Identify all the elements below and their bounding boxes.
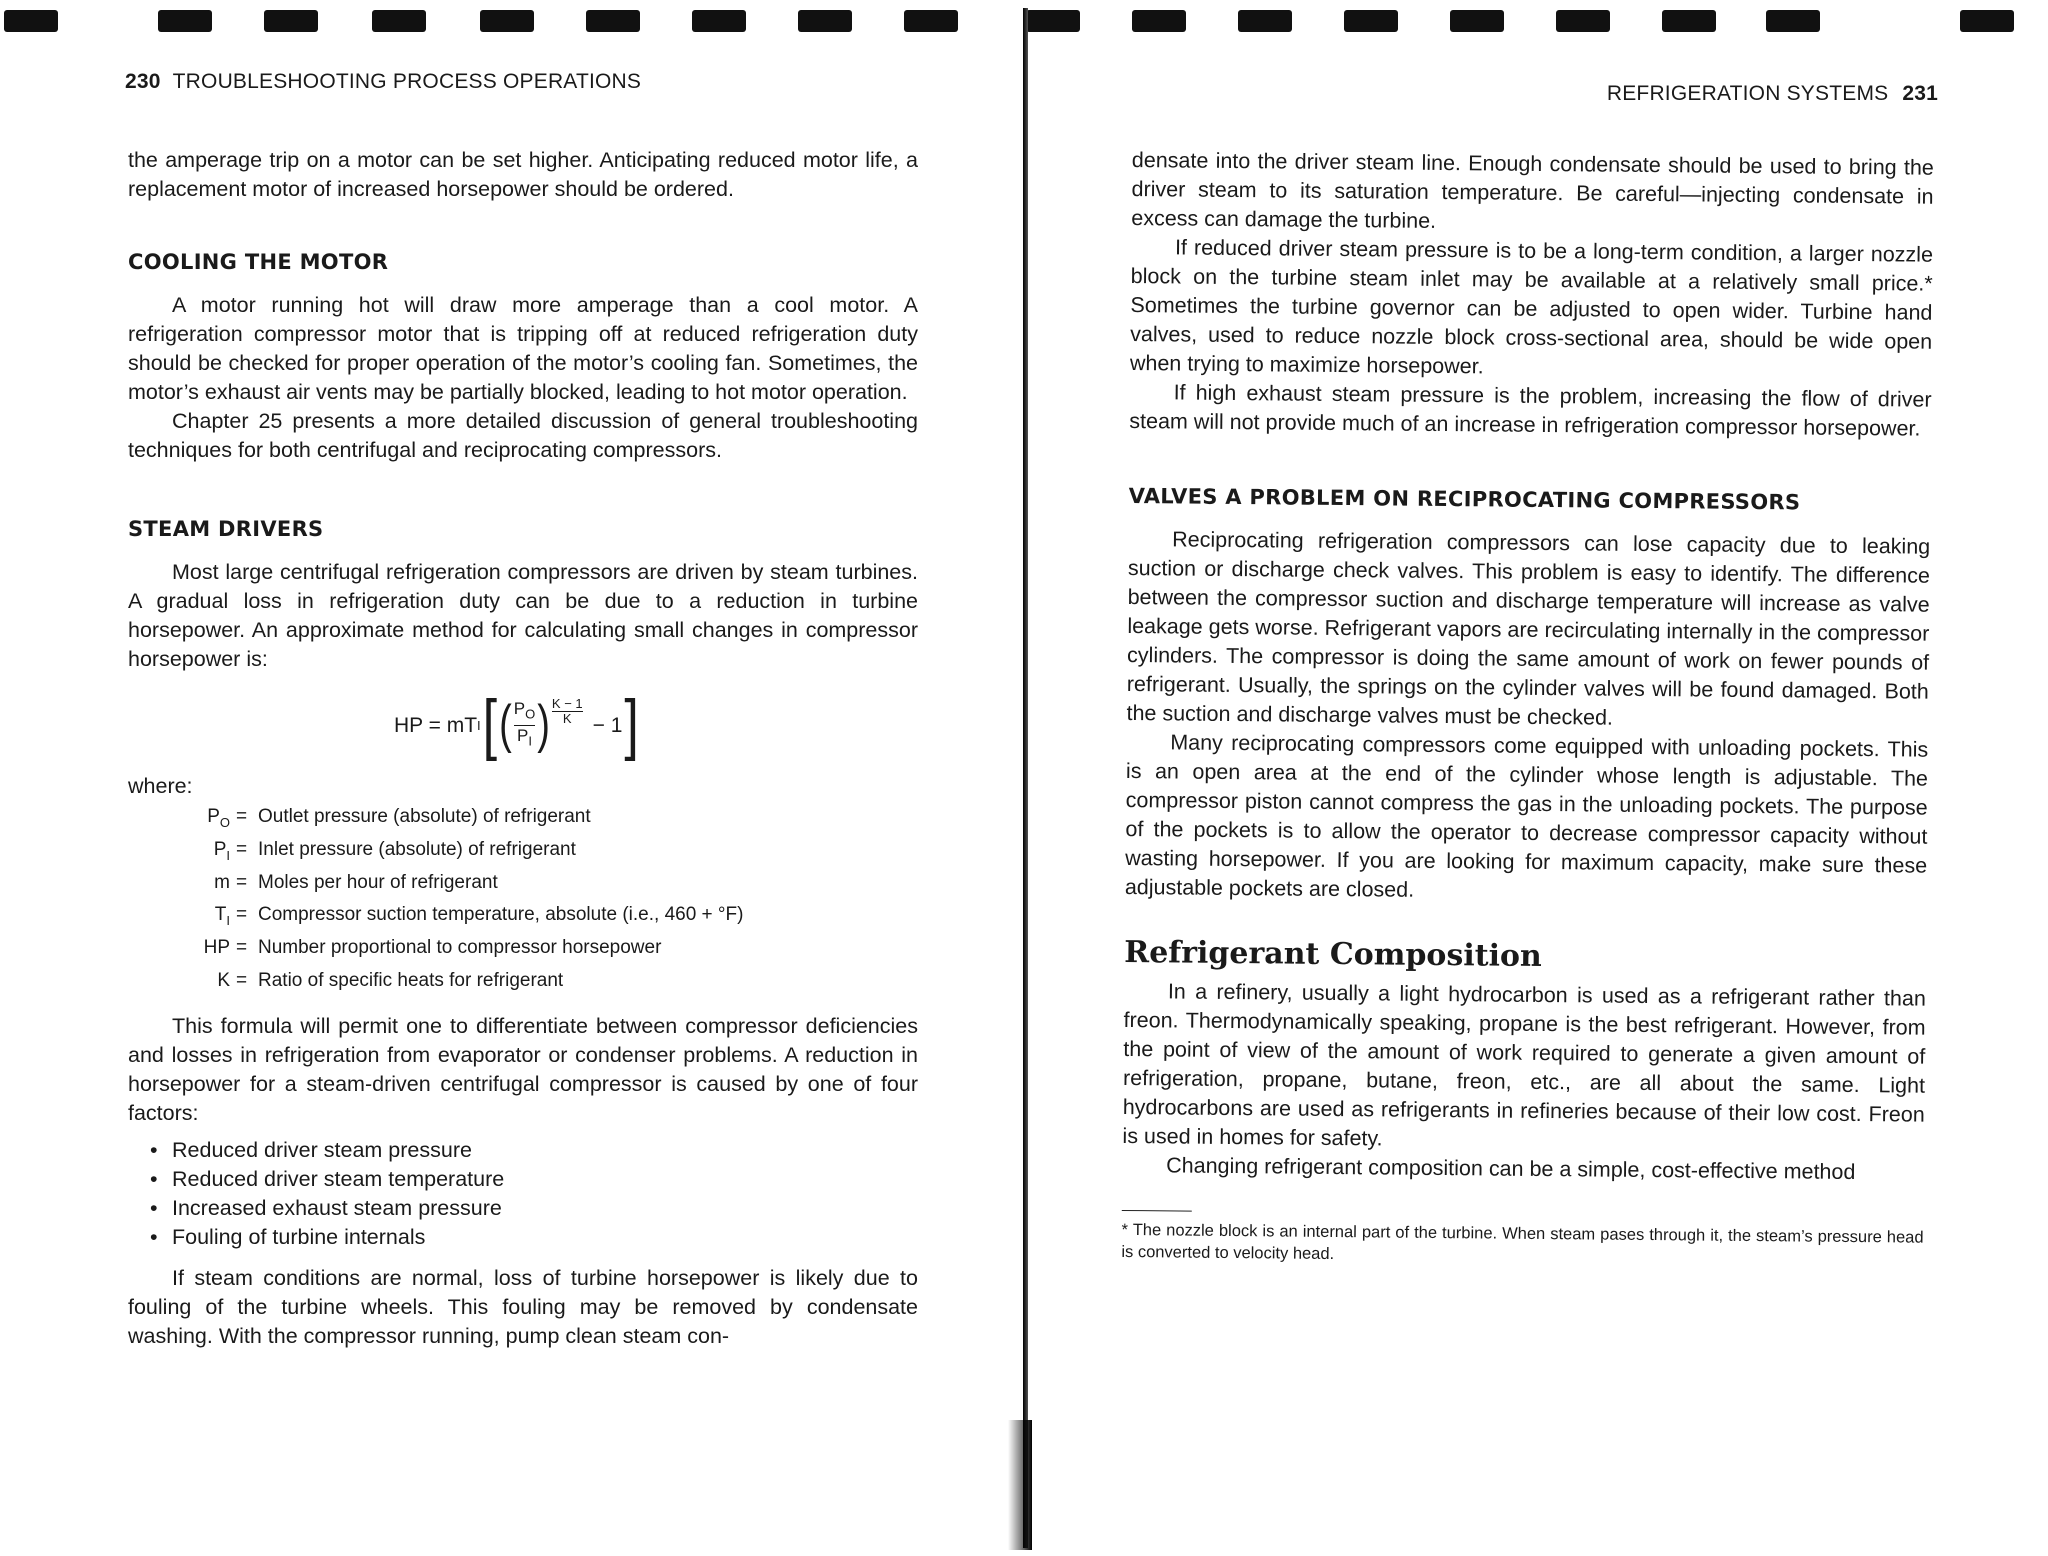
paragraph: Reciprocating refrigeration compressors can lose capacity due to leaking suction or discharge check valves. This problem is easy to identify. The difference between the compressor suction and discharge temperature will increase as valve leakage gets worse. Refrigerant vapors are recirculating internally in the compressor cylinders. The compressor is doing the same amount of work on fewer pounds of refrigerant. Usually, the springs on the cylinder valves will be found damaged. Both the suction and discharge valves must be checked. [1126, 527, 1931, 730]
definition-item [128, 869, 918, 902]
exponent-denominator: K [562, 710, 572, 726]
formula-lhs-subscript: I [477, 717, 481, 733]
section-heading: COOLING THE MOTOR [128, 250, 389, 274]
symbol-subscript: O [219, 814, 230, 830]
ratio-denominator [517, 726, 532, 751]
definition-text: Outlet pressure (absolute) of refrigerant [258, 806, 591, 827]
footnote: * The nozzle block is an internal part of the turbine. When steam pases through it, the steam’s pressure head is converted to velocity head. [1121, 1220, 1924, 1263]
definition-symbol [128, 967, 236, 1000]
factor-item: • Increased exhaust steam pressure [150, 1194, 918, 1223]
text-column [128, 146, 918, 1351]
definition-item [128, 803, 918, 836]
symbol-text: T [214, 904, 227, 926]
paragraph: If steam conditions are normal, loss of turbine horsepower is likely due to fouling of the turbine wheels. This fouling may be removed by condensate washing. With the compressor running, pump clean steam con- [128, 1265, 918, 1348]
paragraph: This formula will permit one to differentiate between compressor deficiencies and losses in refrigeration from evaporator or condenser problems. A reduction in horsepower for a steam-driven centrifugal compressor is caused by one of four factors: [128, 1013, 918, 1125]
denominator-symbol: P [517, 725, 529, 745]
definition-symbol [128, 836, 236, 869]
denominator-subscript: I [528, 732, 532, 748]
running-head [125, 70, 641, 94]
equals-sign: = [236, 871, 248, 893]
page-number: 231 [1902, 82, 1938, 105]
definition-item [128, 836, 918, 869]
definition-text: Moles per hour of refrigerant [258, 871, 498, 893]
paragraph: the amperage trip on a motor can be set higher. Anticipating reduced motor life, a replacement motor of increased horsepower should be ordered. [128, 148, 918, 201]
right-page [1032, 0, 2048, 1556]
definition-item [128, 967, 918, 1000]
footnote-rule [1122, 1210, 1192, 1212]
definition-list [128, 803, 918, 1000]
pressure-ratio [514, 699, 535, 751]
definition-symbol [128, 901, 236, 934]
formula-paren: ( [499, 695, 512, 755]
running-head [1607, 82, 1938, 106]
formula-exponent [552, 697, 583, 726]
horsepower-formula [128, 687, 918, 763]
formula-bracket: [ [482, 687, 498, 763]
equals-sign: = [236, 838, 248, 860]
formula-tail: − 1 [592, 713, 623, 737]
definition-item [128, 934, 918, 967]
paragraph: If reduced driver steam pressure is to be a long-term condition, a larger nozzle block on the turbine steam inlet may be available at a relatively small price.* Sometimes the turbine governor can be adjusted to open wider. Turbine hand valves, used to reduce nozzle block cross-sectional area, should be wide open when trying to maximize horsepower. [1129, 235, 1934, 379]
page-number: 230 [125, 70, 161, 93]
numerator-subscript: O [525, 706, 536, 722]
definition-symbol [128, 934, 236, 967]
where-label: where: [128, 774, 193, 798]
text-column [1121, 146, 1934, 1271]
paragraph: A motor running hot will draw more amperage than a cool motor. A refrigeration compressor motor that is tripping off at reduced refrigeration duty should be checked for proper operation of the motor’s cooling fan. Sometimes, the motor’s exhaust air vents may be partially blocked, leading to hot motor operation. [128, 293, 918, 404]
equals-sign: = [236, 904, 248, 926]
section-heading: VALVES A PROBLEM ON RECIPROCATING COMPRESSORS [1128, 483, 1801, 515]
section-heading: STEAM DRIVERS [128, 517, 324, 541]
formula-paren: ) [537, 695, 550, 755]
numerator-symbol: P [513, 699, 526, 719]
definition-text: Compressor suction temperature, absolute (i.e., 460 + °F) [258, 904, 744, 926]
definition-symbol [128, 869, 236, 902]
symbol-subscript: I [226, 913, 230, 929]
definition-text: Inlet pressure (absolute) of refrigerant [258, 838, 576, 860]
definition-text: Number proportional to compressor horsepower [258, 937, 662, 959]
ratio-numerator [514, 699, 535, 724]
paragraph: Most large centrifugal refrigeration compressors are driven by steam turbines. A gradual loss in refrigeration duty can be due to a reduction in turbine horsepower. An approximate method for calculating small changes in compressor horsepower is: [128, 560, 918, 671]
symbol-subscript: I [226, 847, 230, 863]
equals-sign: = [236, 969, 248, 991]
symbol-text: P [207, 806, 220, 827]
paragraph: densate into the driver steam line. Enough condensate should be used to bring the driver steam to its saturation temperature. Be careful—injecting condensate in excess can damage the turbine. [1131, 147, 1934, 233]
formula-bracket: ] [624, 687, 639, 763]
factor-list [128, 1136, 918, 1252]
factor-item: • Reduced driver steam pressure [150, 1136, 918, 1165]
factor-item: • Fouling of turbine internals [150, 1223, 918, 1252]
symbol-text: P [213, 838, 227, 860]
definition-symbol [128, 803, 236, 836]
running-title: TROUBLESHOOTING PROCESS OPERATIONS [172, 70, 642, 93]
definition-text: Ratio of specific heats for refrigerant [258, 969, 564, 991]
factor-item: • Reduced driver steam temperature [150, 1165, 918, 1194]
paragraph: Many reciprocating compressors come equipped with unloading pockets. This is an open area at the end of the cylinder whose length is adjustable. The compressor piston cannot compress the gas in the unloading pockets. The purpose of the pockets is to allow the operator to decrease compressor capacity without wasting horsepower. If you are looking for maximum capacity, make sure these adjustable pockets are closed. [1124, 730, 1929, 902]
paragraph: If high exhaust steam pressure is the problem, increasing the flow of driver steam will not provide much of an increase in refrigeration compressor horsepower. [1129, 380, 1932, 441]
book-spine [1023, 8, 1028, 1548]
formula-lhs: HP = mT [394, 713, 478, 737]
paragraph: Changing refrigerant composition can be a simple, cost-effective method [1166, 1153, 1856, 1184]
left-page [0, 0, 1020, 1556]
definition-item [128, 901, 918, 934]
symbol-text: m [214, 871, 230, 893]
major-heading: Refrigerant Composition [1124, 934, 1542, 974]
running-title: REFRIGERATION SYSTEMS [1606, 82, 1889, 105]
paragraph: Chapter 25 presents a more detailed discussion of general troubleshooting techniques for both centrifugal and reciprocating compressors. [128, 409, 918, 462]
paragraph: In a refinery, usually a light hydrocarbon is used as a refrigerant rather than freon. Thermodynamically speaking, propane is the best refrigerant. However, from the point of view of the amount of work required to generate a given amount of refrigeration, propane, butane, freon, etc., are all about the same. Light hydrocarbons are used as refrigerants in refineries because of their low cost. Freon is used in homes for safety. [1122, 979, 1926, 1151]
exponent-numerator: K − 1 [551, 695, 583, 711]
equals-sign: = [236, 806, 248, 827]
symbol-text: K [217, 969, 230, 991]
symbol-text: HP [203, 937, 230, 959]
equals-sign: = [236, 937, 248, 959]
